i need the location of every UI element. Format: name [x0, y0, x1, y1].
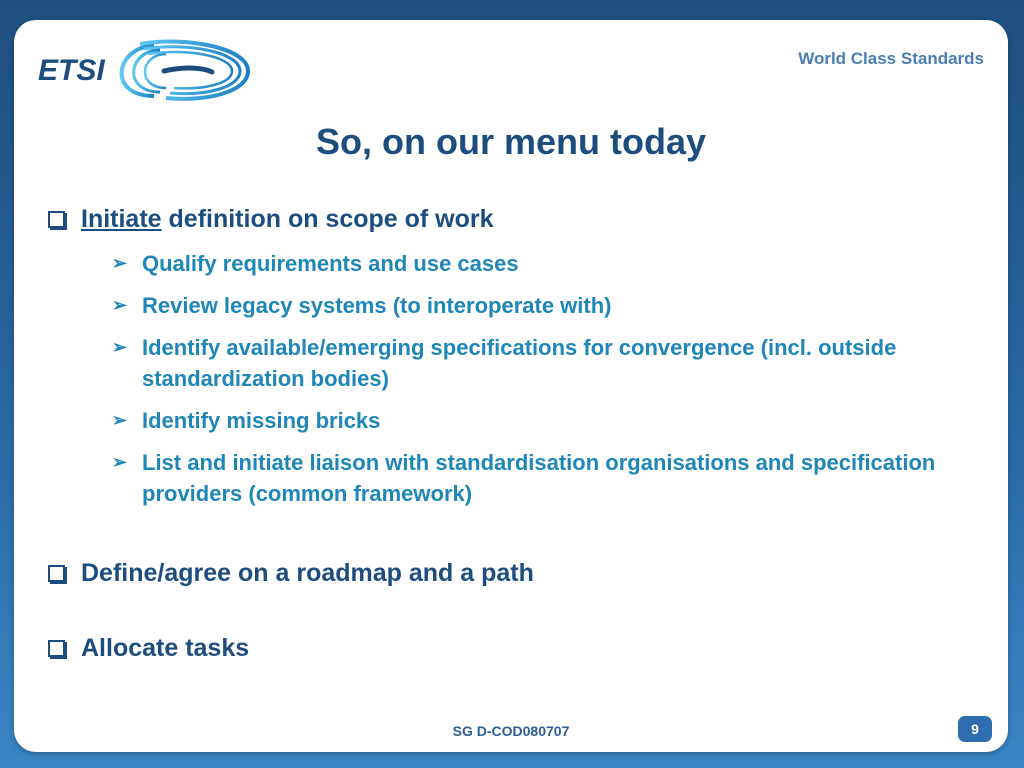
slide-title: So, on our menu today	[315, 121, 706, 162]
bullet-text: definition on scope of work	[161, 205, 494, 233]
sub-bullet-text: Qualify requirements and use cases	[142, 251, 519, 276]
bullet-text: Allocate tasks	[81, 634, 250, 662]
sub-bullet-text: Identify available/emerging specifications for convergence (incl. outside standardization bodies)	[142, 335, 897, 391]
sub-bullet	[112, 405, 942, 436]
arrowhead-icon: ➢	[112, 253, 128, 273]
arrowhead-icon: ➢	[112, 295, 128, 315]
bullet-roadmap	[48, 559, 534, 588]
sub-bullet	[112, 332, 942, 394]
arrowhead-icon: ➢	[112, 410, 128, 430]
footer-doc-ref: SG D-COD080707	[452, 723, 570, 739]
checkbox-square-icon	[48, 211, 65, 228]
bullet-text: Define/agree on a roadmap and a path	[81, 559, 534, 587]
sub-bullet	[112, 447, 942, 509]
etsi-logo-text: ETSI	[38, 54, 105, 87]
checkbox-square-icon	[48, 565, 65, 582]
sub-bullet	[112, 248, 942, 279]
bullet-initiate	[48, 205, 494, 234]
sub-bullet-text: Review legacy systems (to interoperate with)	[142, 293, 612, 318]
bullet-lead: Initiate	[81, 205, 162, 233]
tagline: World Class Standards	[798, 49, 984, 68]
slide	[14, 20, 1008, 752]
bullet-allocate	[48, 634, 249, 663]
sub-bullet-text: List and initiate liaison with standardisation organisations and specification providers (common framework)	[142, 450, 936, 506]
etsi-logo	[36, 38, 251, 104]
sub-bullet	[112, 290, 942, 321]
sub-bullet-text: Identify missing bricks	[142, 408, 381, 433]
arrowhead-icon: ➢	[112, 337, 128, 357]
checkbox-square-icon	[48, 640, 65, 657]
arrowhead-icon: ➢	[112, 452, 128, 472]
page-number-badge: 9	[958, 716, 992, 742]
